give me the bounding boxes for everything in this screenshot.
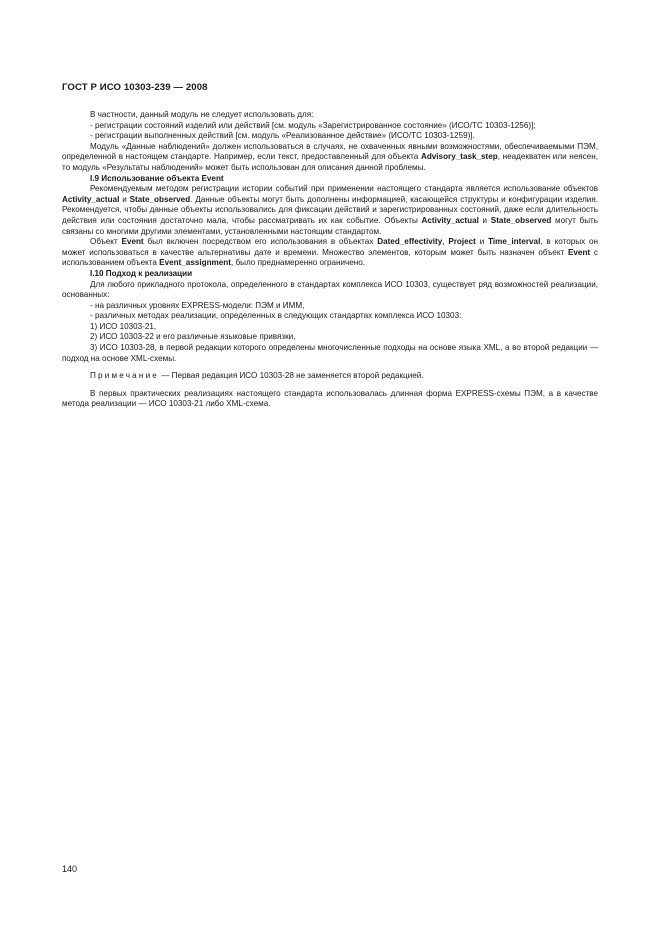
paragraph: В частности, данный модуль не следует использовать для: [90,110,314,119]
list-item: - различных методах реализации, определенных в следующих стандартах комплекса ИСО 10303: [90,311,462,321]
entity-name: Event [567,247,591,257]
paragraph: Для любого прикладного протокола, определенного в стандартах комплекса ИСО 10303, существует ряд возможностей реализации, основанных: [62,279,598,300]
entity-name: Advisory_task_step [420,152,498,162]
note-label: Примечание [90,371,160,381]
text: , было преднамеренно ограничено. [230,258,366,268]
list-item: 1) ИСО 10303-21, [90,321,157,331]
note-text: — Первая редакция ИСО 10303-28 не заменяется второй редакцией. [159,371,424,381]
page-number: 140 [62,864,78,874]
note [62,371,598,382]
text: был включен посредством его использования в объектах [143,237,378,247]
text: . Данные объекты могут быть дополнены информацией, касающейся структуры и конфигурации изделия. Рекомендуется, чтобы данные объекты использовались для фиксации действий и зарегистрированных состояний, даже если длительность действия или состояния достаточно мала, чтобы рассматривать их как событие. Объекты [62,194,598,225]
paragraph [62,142,598,174]
list-item: - регистрации выполненных действий [см. модуль «Реализованное действие» (ИСО/ТС 10303-1259)]. [90,131,475,141]
list-item: 3) ИСО 10303-28, в первой редакции которого определены многочисленные подходы на основе языка XML, а во второй редакции — подход на основе XML-схемы. [62,343,598,363]
text: и [119,194,130,204]
list-item: - регистрации состояний изделий или действий [см. модуль «Зарегистрированное состояние» (ИСО/ТС 10303-1256)]; [90,120,536,130]
paragraph: В первых практических реализациях настоящего стандарта использовалась длинная форма EXPRESS-схемы ПЭМ, а в качестве метода реализации — ИСО 10303-21 либо XML-схема. [62,388,598,409]
section-heading: I.9 Использование объекта Event [90,173,224,183]
list-item: 2) ИСО 10303-22 и его различные языковые привязки, [90,332,296,342]
text: и [478,215,491,225]
text: , [442,237,449,247]
text: , неадекватен или неясен, то модуль «Результаты наблюдений» может быть использован для описания данной проблемы. [62,152,598,172]
document-body [62,110,598,410]
text: с использованием объекта [62,247,598,268]
text: могут быть связаны со многими другими элементами, установленными настоящим стандартом. [62,215,598,236]
entity-name: Activity_actual [62,194,120,204]
text: Модуль «Данные наблюдений» должен использоваться в случаях, не охваченных явными возможностями, обеспечиваемыми ПЭМ, определенной в настоящем стандарте. Например, если текст, предоставленный для объекта [62,141,598,162]
entity-name: Event [121,237,144,247]
list-item: - на различных уровнях EXPRESS-модели: ПЭМ и ИММ, [90,300,305,310]
entity-name: Activity_actual [421,215,479,225]
text: Объект [90,237,122,247]
paragraph [62,184,598,237]
entity-name: State_observed [129,194,191,204]
section-heading: I.10 Подход к реализации [90,268,193,278]
paragraph [62,237,598,269]
entity-name: Event_assignment [159,258,231,268]
text: , в которых он может использоваться в качестве альтернативы дате и времени. Множество элементов, которым может быть назначен объект [62,237,598,257]
entity-name: State_observed [490,215,552,225]
entity-name: Time_interval [488,237,541,247]
document-header: ГОСТ Р ИСО 10303-239 — 2008 [62,82,208,93]
entity-name: Dated_effectivity [377,237,443,247]
text: Рекомендуемым методом регистрации истории событий при применении настоящего стандарта является использование объектов [90,184,598,194]
text: и [475,237,489,247]
entity-name: Project [448,237,476,247]
